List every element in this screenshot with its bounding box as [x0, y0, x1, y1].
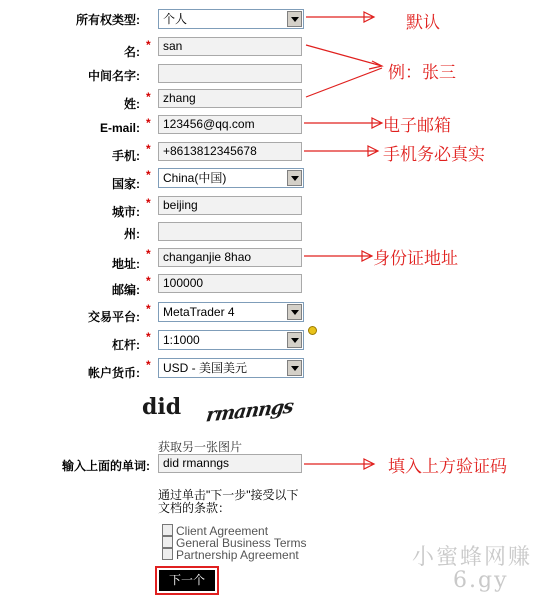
doc-label: Partnership Agreement [176, 548, 299, 562]
label-platform: 交易平台: [88, 310, 140, 324]
note-email: 电子邮箱 [383, 116, 451, 136]
required-mark: * [146, 302, 151, 316]
terms-line-2: 文档的条款： [158, 501, 231, 515]
required-mark: * [146, 142, 151, 156]
note-phone: 手机务必真实 [383, 145, 485, 165]
captcha-word-1: did [142, 394, 182, 420]
label-city: 城市: [112, 205, 140, 219]
required-mark: * [146, 116, 151, 130]
label-captcha: 输入上面的单词: [62, 459, 150, 473]
email-input[interactable]: 123456@qq.com [158, 115, 302, 134]
label-currency: 帐户货币: [88, 366, 140, 380]
label-leverage: 杠杆: [112, 338, 140, 352]
label-address: 地址: [112, 257, 140, 271]
captcha-word-2: rmanngs [204, 395, 295, 427]
platform-value: MetaTrader 4 [163, 305, 235, 319]
label-account-type: 所有权类型: [76, 13, 140, 27]
required-mark: * [146, 196, 151, 210]
arrow-example-last [306, 68, 382, 97]
captcha-refresh-link[interactable]: 获取另一张图片 [158, 440, 243, 454]
watermark-line-2: 6.gy [453, 568, 509, 593]
required-mark: * [146, 358, 151, 372]
account-type-value: 个人 [163, 12, 188, 26]
label-zip: 邮编: [112, 283, 140, 297]
watermark-line-1: 小蜜蜂网赚 [412, 545, 533, 570]
captcha-input[interactable]: did rmanngs [158, 454, 302, 473]
leverage-value: 1:1000 [163, 333, 200, 347]
arrow-default [306, 12, 374, 22]
currency-value: USD - 美国美元 [163, 361, 248, 375]
arrow-phone [304, 146, 378, 156]
zip-input[interactable]: 100000 [158, 274, 302, 293]
label-phone: 手机: [112, 149, 140, 163]
country-value: China(中国) [163, 171, 227, 185]
required-mark: * [146, 247, 151, 261]
arrow-address [304, 251, 372, 261]
label-middle-name: 中间名字: [88, 69, 140, 83]
required-mark: * [146, 168, 151, 182]
arrow-email [304, 118, 382, 128]
arrow-example-first [306, 45, 382, 69]
phone-input[interactable]: +8613812345678 [158, 142, 302, 161]
doc-label: General Business Terms [176, 536, 307, 550]
doc-label: Client Agreement [176, 524, 269, 538]
last-name-input[interactable]: zhang [158, 89, 302, 108]
label-country: 国家: [112, 177, 140, 191]
label-state: 州: [124, 227, 140, 241]
arrow-captcha [304, 459, 374, 469]
note-captcha: 填入上方验证码 [388, 457, 507, 477]
label-last-name: 姓: [124, 97, 140, 111]
required-mark: * [146, 274, 151, 288]
address-input[interactable]: changanjie 8hao [158, 248, 302, 267]
required-mark: * [146, 38, 151, 52]
note-default: 默认 [406, 13, 440, 33]
note-example: 例：张三 [388, 63, 456, 83]
first-name-input[interactable]: san [158, 37, 302, 56]
required-mark: * [146, 330, 151, 344]
label-first-name: 名: [124, 45, 140, 59]
label-email: E-mail: [99, 121, 140, 135]
terms-line-1: 通过单击"下一步"接受以下 [158, 488, 299, 502]
city-input[interactable]: beijing [158, 196, 302, 215]
next-button[interactable]: 下一个 [159, 570, 215, 591]
note-id-address: 身份证地址 [373, 249, 458, 269]
required-mark: * [146, 90, 151, 104]
